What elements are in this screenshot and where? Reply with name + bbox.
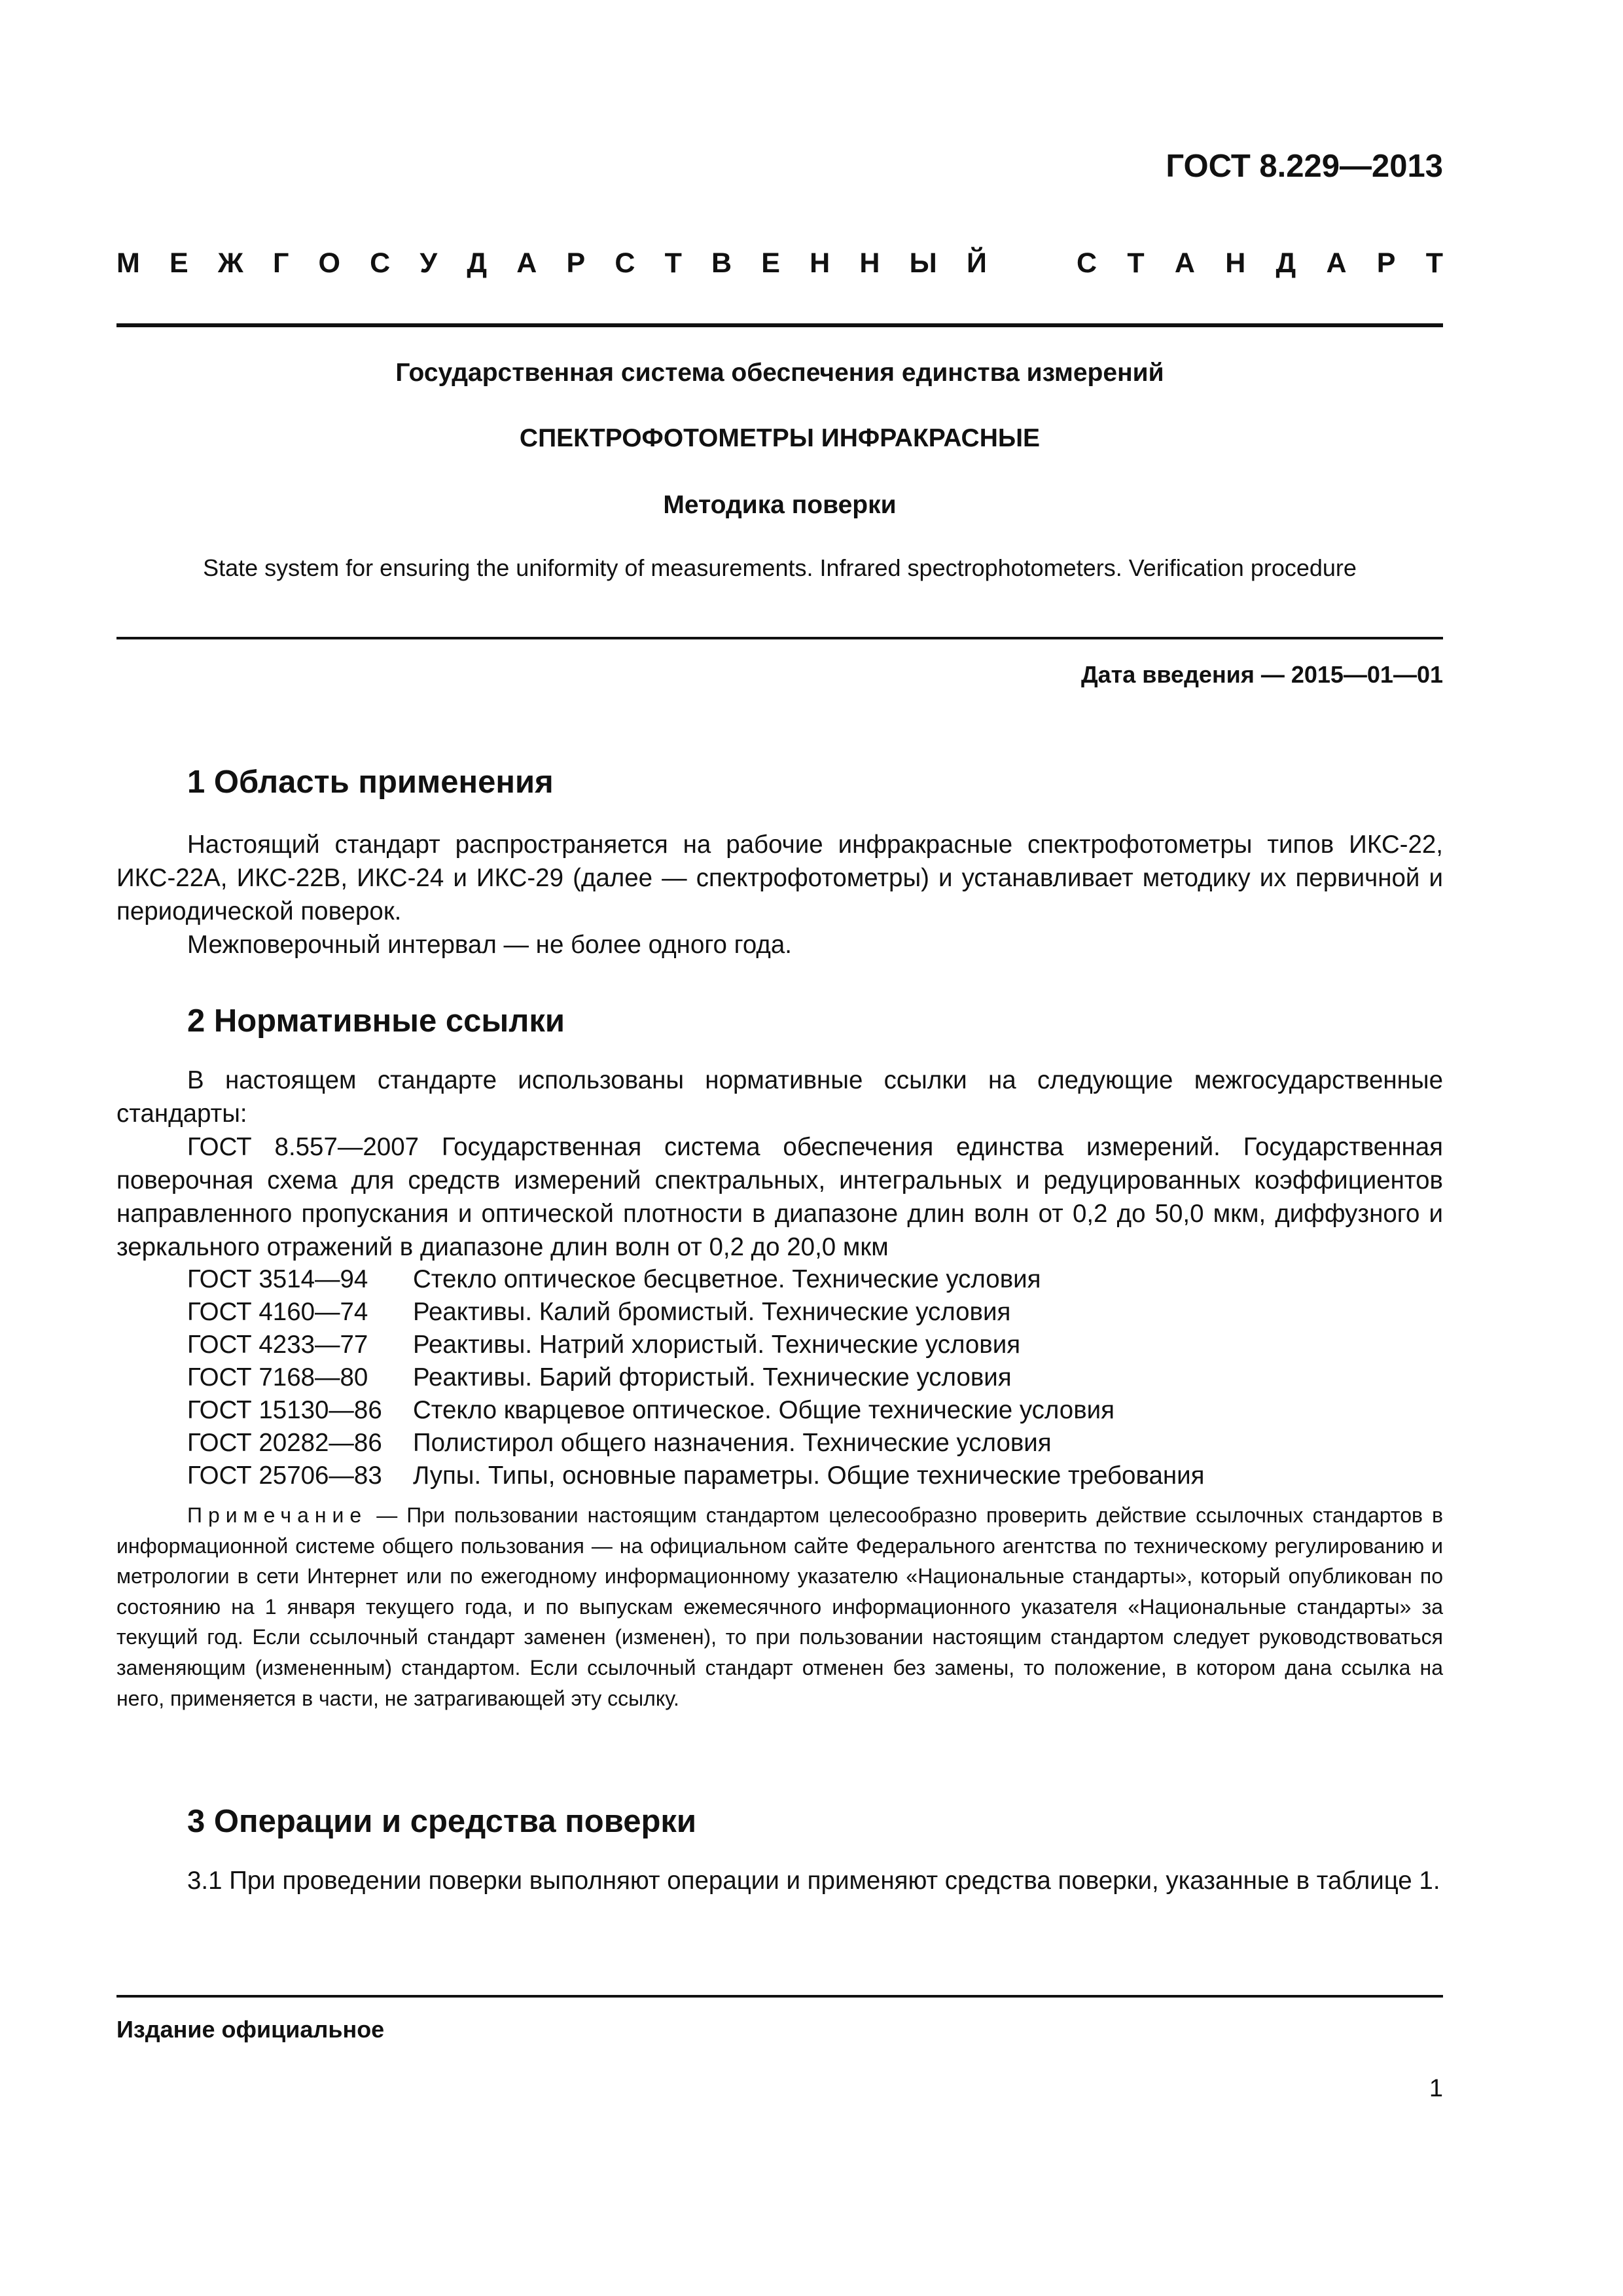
section-1-paragraph-2: Межповерочный интервал — не более одного года. bbox=[187, 931, 792, 959]
page-number: 1 bbox=[1429, 2075, 1443, 2102]
note-label: Примечание bbox=[187, 1503, 368, 1527]
letter: А bbox=[516, 247, 537, 279]
document-subtitle: Методика поверки bbox=[663, 491, 897, 519]
reference-title: Стекло оптическое бесцветное. Технические условия bbox=[413, 1265, 1041, 1293]
letter: В bbox=[711, 247, 732, 279]
reference-item bbox=[187, 1427, 1443, 1460]
reference-title: Стекло кварцевое оптическое. Общие технические условия bbox=[413, 1396, 1115, 1424]
section-1-title: 1 Область применения bbox=[187, 764, 554, 800]
header-rule bbox=[116, 323, 1443, 327]
system-title: Государственная система обеспечения единства измерений bbox=[395, 359, 1164, 387]
reference-item bbox=[187, 1263, 1443, 1296]
reference-code: ГОСТ 4233—77 bbox=[187, 1331, 368, 1359]
section-3-title: 3 Операции и средства поверки bbox=[187, 1804, 697, 1839]
letter: О bbox=[318, 247, 340, 279]
section-2-title: 2 Нормативные ссылки bbox=[187, 1003, 565, 1039]
reference-code: ГОСТ 25706—83 bbox=[187, 1462, 382, 1490]
reference-title: Реактивы. Натрий хлористый. Технические условия bbox=[413, 1331, 1021, 1359]
reference-item bbox=[187, 1361, 1443, 1394]
reference-code: ГОСТ 7168—80 bbox=[187, 1363, 368, 1391]
reference-item bbox=[187, 1329, 1443, 1361]
letter: Д bbox=[467, 247, 487, 279]
letter: Н bbox=[859, 247, 880, 279]
letter: С bbox=[370, 247, 391, 279]
reference-code: ГОСТ 15130—86 bbox=[187, 1396, 382, 1424]
reference-list bbox=[187, 1263, 1443, 1492]
letter: Т bbox=[1425, 247, 1443, 279]
note-paragraph bbox=[116, 1500, 1443, 1713]
letter: Е bbox=[169, 247, 188, 279]
letter: Й bbox=[966, 247, 987, 279]
reference-title: Реактивы. Барий фтористый. Технические условия bbox=[413, 1363, 1012, 1391]
english-title: State system for ensuring the uniformity of measurements. Infrared spectrophotometers. Verification procedure bbox=[203, 554, 1357, 581]
letter: Т bbox=[1127, 247, 1145, 279]
letter: Г bbox=[272, 247, 289, 279]
section-2-paragraph-2: ГОСТ 8.557—2007 Государственная система обеспечения единства измерений. Государственная поверочная схема для средств измерений спектральных, интегральных и редуцированных коэффициентов направленного пропускания и оптической плотности в диапазоне длин волн от 0,2 до 50,0 мкм, диффузного и зеркального отражений в диапазоне длин волн от 0,2 до 20,0 мкм bbox=[116, 1133, 1443, 1261]
reference-item bbox=[187, 1394, 1443, 1427]
standard-type bbox=[116, 247, 1443, 287]
product-title: СПЕКТРОФОТОМЕТРЫ ИНФРАКРАСНЫЕ bbox=[519, 424, 1041, 452]
standard-type-word-2 bbox=[1077, 247, 1443, 287]
document-number: ГОСТ 8.229—2013 bbox=[1166, 149, 1443, 184]
letter: Т bbox=[664, 247, 682, 279]
letter: Р bbox=[1376, 247, 1396, 279]
reference-title: Полистирол общего назначения. Технические условия bbox=[413, 1429, 1052, 1457]
letter: М bbox=[116, 247, 140, 279]
reference-item bbox=[187, 1460, 1443, 1492]
section-2-paragraph-1: В настоящем стандарте использованы нормативные ссылки на следующие межгосударственные стандарты: bbox=[116, 1066, 1443, 1128]
letter: Ж bbox=[217, 247, 243, 279]
letter: А bbox=[1174, 247, 1195, 279]
edition-label: Издание официальное bbox=[116, 2016, 385, 2043]
footer-rule bbox=[116, 1995, 1443, 1998]
letter: Д bbox=[1275, 247, 1296, 279]
letter: С bbox=[1077, 247, 1097, 279]
title-rule bbox=[116, 637, 1443, 639]
letter: Н bbox=[810, 247, 830, 279]
section-3-paragraph-1: 3.1 При проведении поверки выполняют операции и применяют средства поверки, указанные в таблице 1. bbox=[187, 1867, 1440, 1895]
letter: Е bbox=[761, 247, 780, 279]
letter: С bbox=[615, 247, 635, 279]
reference-item bbox=[187, 1296, 1443, 1329]
letter: А bbox=[1326, 247, 1347, 279]
letter: У bbox=[419, 247, 438, 279]
letter: Р bbox=[566, 247, 586, 279]
letter: Н bbox=[1225, 247, 1246, 279]
reference-code: ГОСТ 4160—74 bbox=[187, 1298, 368, 1326]
standard-type-word-1 bbox=[116, 247, 987, 287]
reference-title: Реактивы. Калий бромистый. Технические условия bbox=[413, 1298, 1011, 1326]
reference-title: Лупы. Типы, основные параметры. Общие технические требования bbox=[413, 1462, 1205, 1490]
letter: Ы bbox=[909, 247, 937, 279]
note-text: — При пользовании настоящим стандартом целесообразно проверить действие ссылочных стандартов в информационной системе общего пользования — на официальном сайте Федерального агентства по техническому регулированию и метрологии в сети Интернет или по ежегодному информационному указателю «Национальные стандарты», который опубликован по состоянию на 1 января текущего года, и по выпускам ежемесячного информационного указателя «Национальные стандарты» за текущий год. Если ссылочный стандарт заменен (изменен), то при пользовании настоящим стандартом следует руководствоваться заменяющим (измененным) стандартом. Если ссылочный стандарт отменен без замены, то положение, в котором дана ссылка на него, применяется в части, не затрагивающей эту ссылку. bbox=[116, 1503, 1443, 1710]
reference-code: ГОСТ 3514—94 bbox=[187, 1265, 368, 1293]
section-1-paragraph-1: Настоящий стандарт распространяется на рабочие инфракрасные спектрофотометры типов ИКС-22, ИКС-22А, ИКС-22В, ИКС-24 и ИКС-29 (далее — спектрофотометры) и устанавливает методику их первичной и периодической поверок. bbox=[116, 831, 1443, 925]
introduction-date: Дата введения — 2015—01—01 bbox=[1080, 661, 1443, 688]
reference-code: ГОСТ 20282—86 bbox=[187, 1429, 382, 1457]
